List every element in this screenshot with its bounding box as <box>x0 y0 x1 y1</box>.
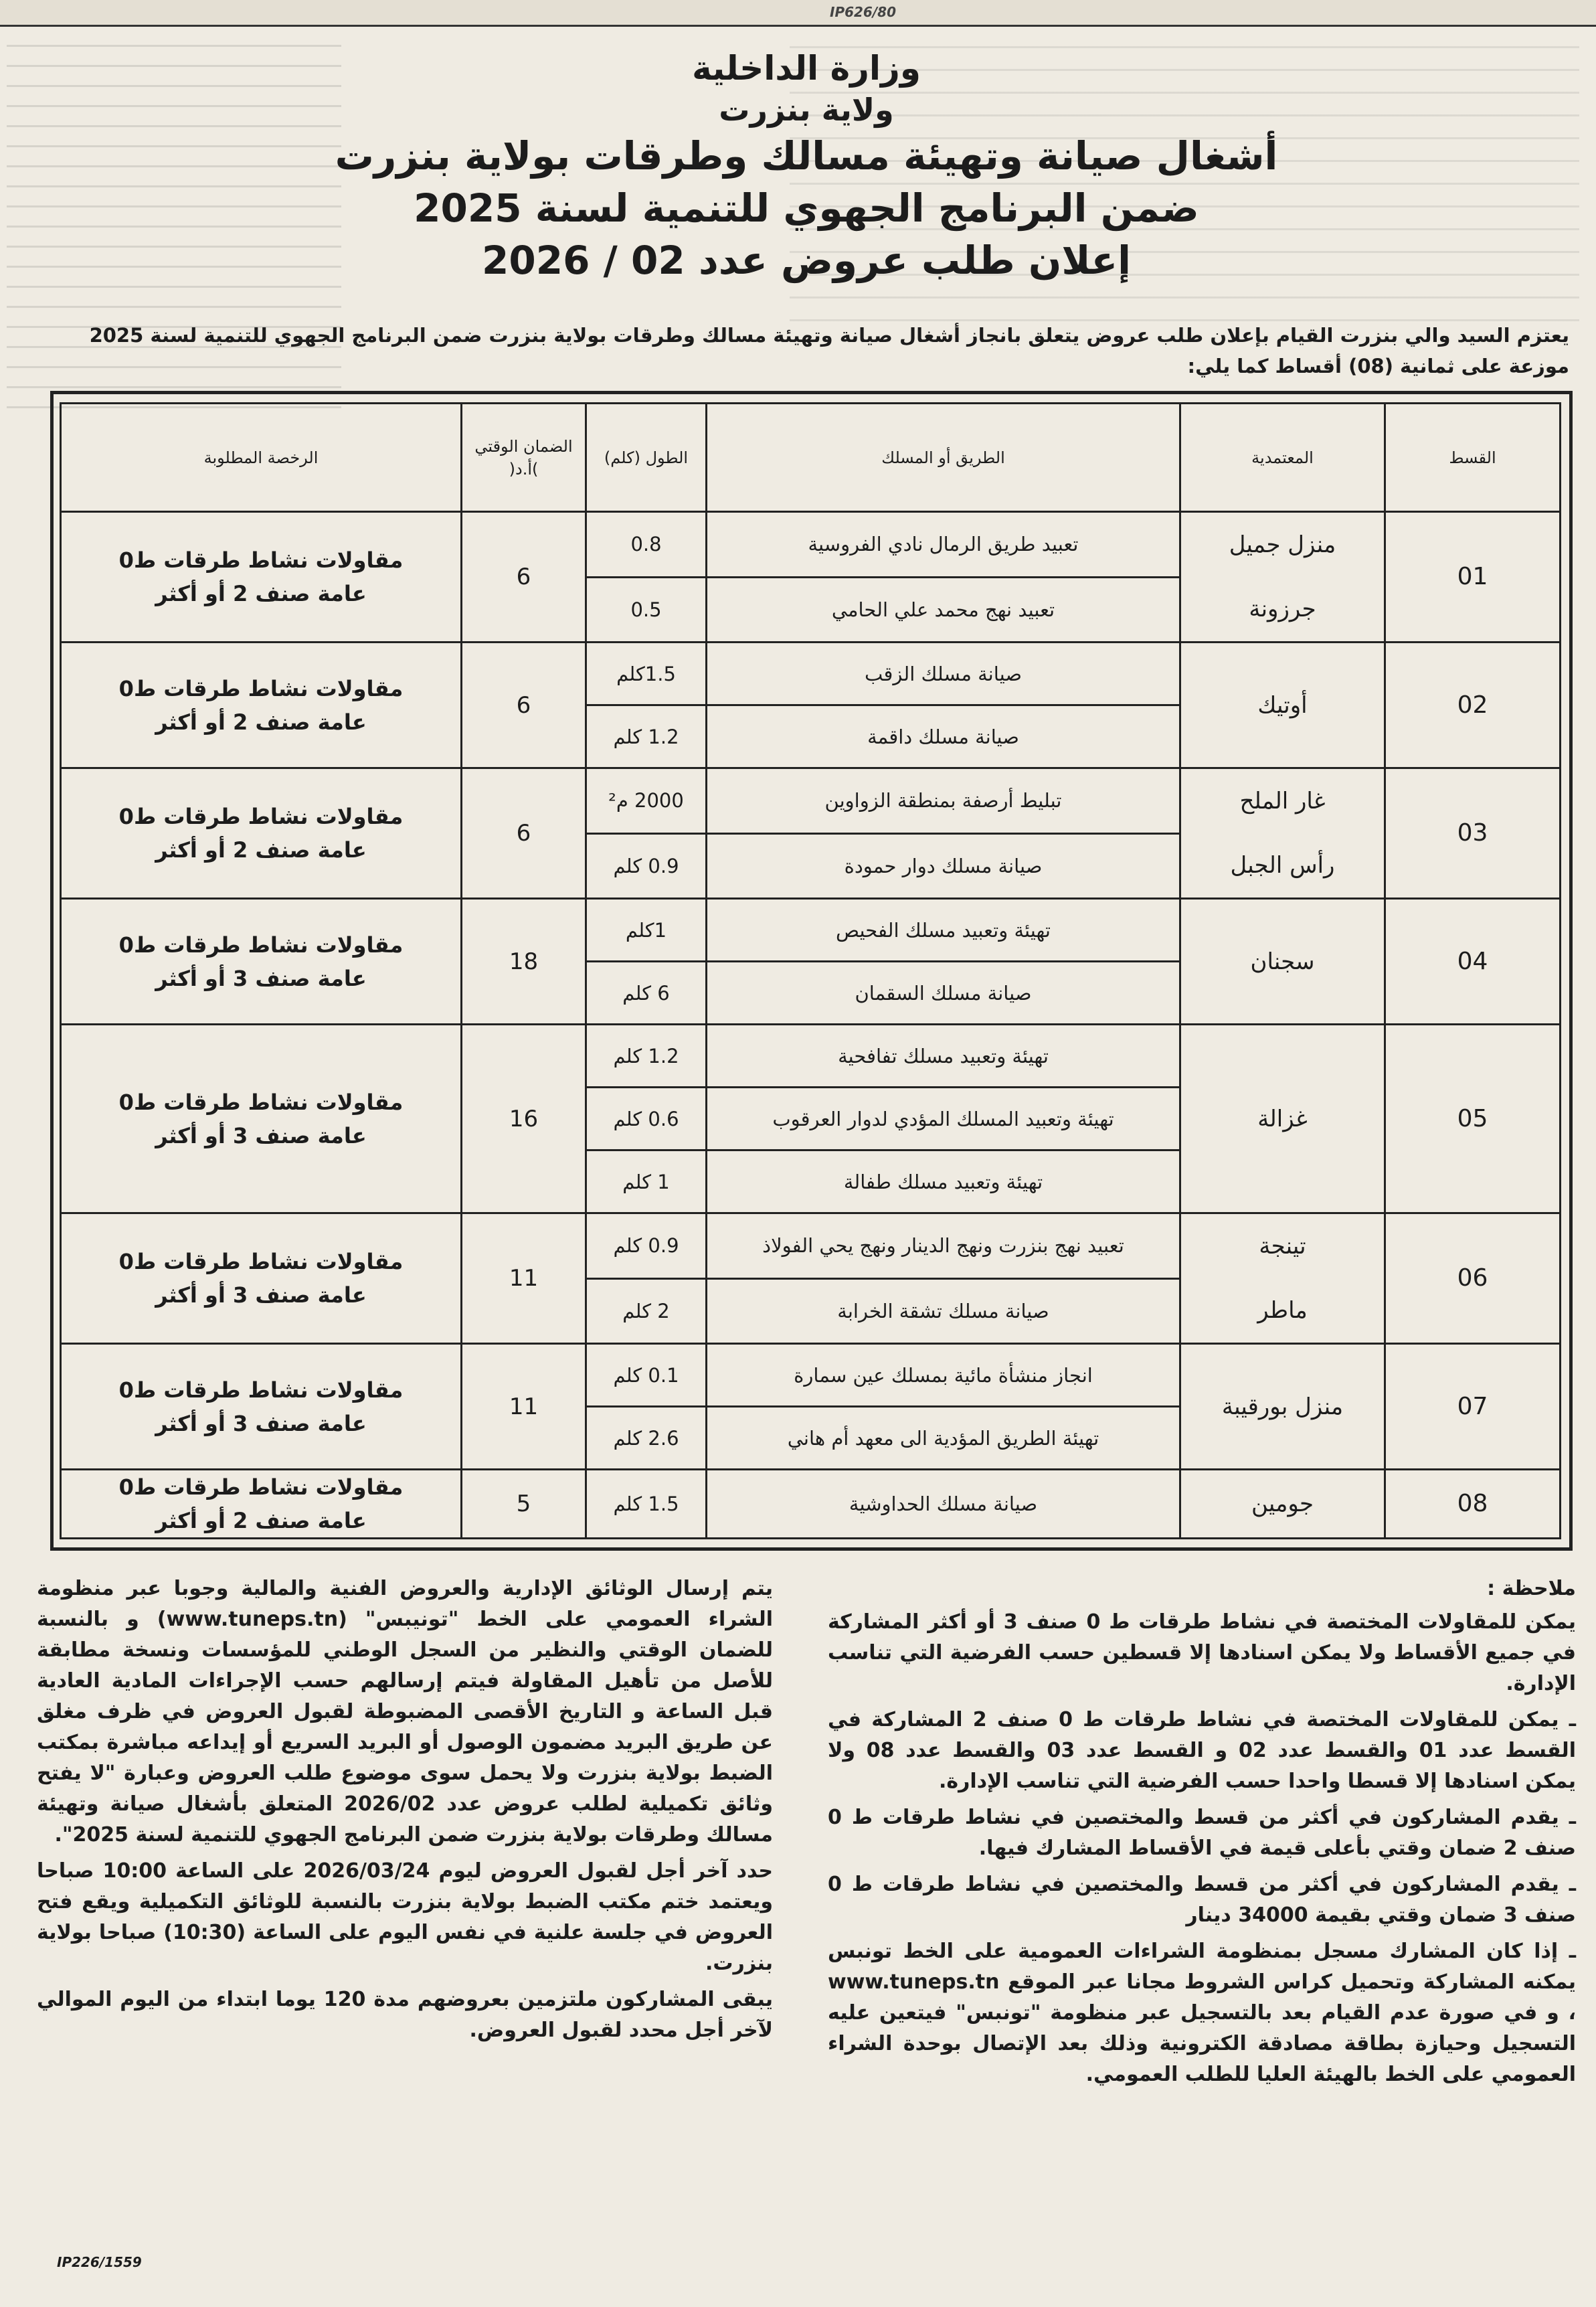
lot-license <box>61 768 462 899</box>
license-line: عامة صنف 3 أو أكثر <box>155 1122 367 1148</box>
road-length: 0.9 كلم <box>586 833 707 899</box>
road-name: صيانة مسلك داقمة <box>707 705 1180 768</box>
municipality-name: أوتيك <box>1257 691 1308 719</box>
road-length: 0.1 كلم <box>586 1344 707 1407</box>
lot-municipality <box>1180 1025 1385 1213</box>
governorate-name: ولاية بنزرت <box>719 92 894 128</box>
road-length: 0.6 كلم <box>586 1088 707 1150</box>
table-header-row <box>61 404 1561 512</box>
license-line: عامة صنف 2 أو أكثر <box>155 837 367 863</box>
license-line: مقاولات نشاط طرقات ط0 <box>118 1249 404 1274</box>
road-name: تهيئة الطريق المؤدية الى معهد أم هاني <box>707 1407 1180 1470</box>
lot-number: 08 <box>1385 1470 1561 1539</box>
table-row <box>61 899 1561 962</box>
note-paragraph: ـ يقدم المشاركون في أكثر من قسط والمختصين في نشاط طرقات ط 0 صنف 2 ضمان وقتي بأعلى قيمة في الأقساط المشارك فيها. <box>828 1806 1576 1860</box>
lot-license <box>61 1213 462 1344</box>
notice-program: ضمن البرنامج الجهوي للتنمية لسنة 2025 <box>414 185 1199 231</box>
road-name: تعبيد نهج محمد علي الحامي <box>707 577 1180 643</box>
license-line: مقاولات نشاط طرقات ط0 <box>118 804 404 829</box>
table-row <box>61 768 1561 834</box>
lot-number: 02 <box>1385 643 1561 768</box>
municipality-name: جرزونة <box>1249 596 1316 622</box>
header-lot: القسط <box>1385 404 1561 512</box>
intro-paragraph: يعتزم السيد والي بنزرت القيام بإعلان طلب عروض يتعلق بانجاز أشغال صيانة وتهيئة مسالك وطرقات بولاية بنزرت ضمن البرنامج الجهوي للتنمية لسنة 2025 موزعة على ثمانية (08) أقساط كما يلي: <box>89 324 1569 377</box>
municipality-name: جومين <box>1251 1490 1314 1517</box>
road-name: تعبيد نهج بنزرت ونهج الدينار ونهج يحي الفولاذ <box>707 1213 1180 1279</box>
license-line: مقاولات نشاط طرقات ط0 <box>118 1474 404 1500</box>
road-length: 6 كلم <box>586 962 707 1025</box>
lot-guarantee: 18 <box>462 899 586 1025</box>
lot-number: 06 <box>1385 1213 1561 1344</box>
ministry-name: وزارة الداخلية <box>692 49 921 88</box>
note-paragraph: يمكن للمقاولات المختصة في نشاط طرقات ط 0 صنف 3 أو أكثر المشاركة في جميع الأقساط ولا يمكن اسنادها إلا قسطين حسب الفرضية التي تناسب الإدارة. <box>828 1610 1576 1695</box>
municipality-name: رأس الجبل <box>1230 852 1335 879</box>
lot-license <box>61 512 462 643</box>
note-paragraph: ـ إذا كان المشارك مسجل بمنظومة الشراءات العمومية على الخط تونبس يمكنه المشاركة وتحميل كراس الشروط مجانا عبر الموقع www.tuneps.tn ، و في صورة عدم القيام بعد بالتسجيل عبر منظومة "تونبس" فيتعين عليه التسجيل وحيازة بطاقة مصادقة الكترونية وذلك بعد الإتصال بوحدة الشراء العمومي على الخط بالهيئة العليا للطلب العمومي. <box>828 1940 1576 2086</box>
license-line: عامة صنف 3 أو أكثر <box>155 1282 367 1308</box>
license-line: عامة صنف 2 أو أكثر <box>155 581 367 606</box>
lot-guarantee: 5 <box>462 1470 586 1539</box>
road-name: تبليط أرصفة بمنطقة الزواوين <box>707 768 1180 834</box>
notes-title: ملاحظة : <box>1487 1577 1576 1600</box>
lot-guarantee: 6 <box>462 512 586 643</box>
lot-municipality <box>1180 512 1385 643</box>
municipality-name: سجنان <box>1250 948 1315 975</box>
header-length: الطول (كلم) <box>586 404 707 512</box>
lots-table <box>60 402 1561 1539</box>
tender-notice <box>37 33 1576 2296</box>
lot-guarantee: 11 <box>462 1213 586 1344</box>
lot-guarantee: 16 <box>462 1025 586 1213</box>
lot-municipality <box>1180 1213 1385 1344</box>
lot-number: 07 <box>1385 1344 1561 1470</box>
road-name: تهيئة وتعبيد مسلك الفحيص <box>707 899 1180 962</box>
lot-license <box>61 1025 462 1213</box>
lot-municipality <box>1180 643 1385 768</box>
lot-guarantee: 6 <box>462 643 586 768</box>
notice-number: إعلان طلب عروض عدد 02 / 2026 <box>482 238 1131 283</box>
license-line: عامة صنف 3 أو أكثر <box>155 965 367 991</box>
road-name: صيانة مسلك الحداوشية <box>707 1470 1180 1539</box>
deadline-paragraph: حدد آخر أجل لقبول العروض ليوم 2026/03/24 على الساعة 10:00 صباحا ويعتمد ختم مكتب الضبط بولاية بنزرت بالنسبة للوثائق التكميلية ويقع فتح العروض في جلسة علنية في نفس اليوم على الساعة (10:30) صباحا بولاية بنزرت. <box>37 1859 773 1975</box>
lot-municipality <box>1180 1344 1385 1470</box>
submission-paragraph: يتم إرسال الوثائق الإدارية والعروض الفنية والمالية وجوبا عبر منظومة الشراء العمومي على الخط "تونيبس" (www.tuneps.tn) و بالنسبة للضمان الوقتي والنظير من السجل الوطني للمؤسسات ونسخة مطابقة للأصل من تأهيل المقاولة فيتم إرسالهم حسب الإجراءات المادية العادية قبل الساعة و التاريخ الأقصى المضبوطة لقبول العروض في ظرف مغلق عن طريق البريد مضمون الوصول أو البريد السريع أو إيداعه مباشرة بمكتب الضبط بولاية بنزرت ولا يحمل سوى موضوع طلب العروض وعبارة "لا يفتح وثائق تكميلية لطلب عروض عدد 2026/02 المتعلق بأشغال صيانة وتهيئة مسالك وطرقات بولاية بنزرت ضمن البرنامج الجهوي للتنمية لسنة 2025". <box>37 1577 774 1847</box>
license-line: عامة صنف 2 أو أكثر <box>155 709 367 735</box>
road-name: صيانة مسلك السقمان <box>707 962 1180 1025</box>
table-row <box>61 512 1561 578</box>
header-tag: IP626/80 <box>830 4 896 20</box>
header-road: الطريق أو المسلك <box>707 404 1180 512</box>
lots-table-body <box>61 512 1561 1539</box>
road-length: 1.5كلم <box>586 643 707 705</box>
license-line: مقاولات نشاط طرقات ط0 <box>118 1089 404 1115</box>
municipality-name: تينجة <box>1259 1233 1306 1260</box>
table-row <box>61 1213 1561 1279</box>
road-length: 0.8 <box>586 512 707 578</box>
lot-number: 04 <box>1385 899 1561 1025</box>
lot-license <box>61 899 462 1025</box>
road-length: 2.6 كلم <box>586 1407 707 1470</box>
road-name: تعبيد طريق الرمال نادي الفروسية <box>707 512 1180 578</box>
municipality-name: منزل بورقيبة <box>1221 1393 1344 1420</box>
header-license: الرخصة المطلوبة <box>61 404 462 512</box>
municipality-name: غار الملح <box>1239 788 1326 815</box>
notice-heading <box>37 47 1576 286</box>
license-line: مقاولات نشاط طرقات ط0 <box>118 932 404 958</box>
municipality-name: منزل جميل <box>1229 531 1336 558</box>
lots-table-frame <box>50 391 1573 1551</box>
municipality-name: ماطر <box>1257 1297 1308 1324</box>
lot-number: 05 <box>1385 1025 1561 1213</box>
road-name: تهيئة وتعبيد المسلك المؤدي لدوار العرقوب <box>707 1088 1180 1150</box>
note-paragraph: ـ يمكن للمقاولات المختصة في نشاط طرقات ط 0 صنف 2 المشاركة في القسط عدد 01 والقسط عدد 02 و القسط عدد 03 والقسط عدد 08 ولا يمكن اسنادها إلا قسطا واحدا حسب الفرضية التي تناسب الإدارة. <box>828 1708 1576 1793</box>
notes-column-right <box>828 1573 1576 2096</box>
lot-license <box>61 1344 462 1470</box>
notes-column-left <box>37 1573 773 2096</box>
notes-section <box>37 1573 1576 2096</box>
road-name: تهيئة وتعبيد مسلك طفالة <box>707 1150 1180 1213</box>
license-line: عامة صنف 2 أو أكثر <box>155 1508 367 1533</box>
road-length: 0.5 <box>586 577 707 643</box>
table-row <box>61 643 1561 705</box>
road-name: صيانة مسلك دوار حمودة <box>707 833 1180 899</box>
lot-number: 03 <box>1385 768 1561 899</box>
lot-license <box>61 1470 462 1539</box>
municipality-name: غزالة <box>1257 1105 1308 1132</box>
table-row <box>61 1344 1561 1407</box>
notice-title: أشغال صيانة وتهيئة مسالك وطرقات بولاية بنزرت <box>335 133 1278 179</box>
license-line: مقاولات نشاط طرقات ط0 <box>118 1377 404 1403</box>
newspaper-top-strip <box>0 0 1596 27</box>
lot-guarantee: 11 <box>462 1344 586 1470</box>
validity-paragraph: يبقى المشاركون ملتزمين بعروضهم مدة 120 يوما ابتداء من اليوم الموالي لآخر أجل محدد لقبول العروض. <box>37 1988 774 2042</box>
road-length: 1كلم <box>586 899 707 962</box>
road-length: 1.5 كلم <box>586 1470 707 1539</box>
lot-guarantee: 6 <box>462 768 586 899</box>
road-name: انجاز منشأة مائية بمسلك عين سمارة <box>707 1344 1180 1407</box>
road-length: 2 كلم <box>586 1278 707 1344</box>
road-name: تهيئة وتعبيد مسلك تفافحية <box>707 1025 1180 1088</box>
lot-number: 01 <box>1385 512 1561 643</box>
license-line: مقاولات نشاط طرقات ط0 <box>118 547 404 573</box>
header-municipality: المعتمدية <box>1180 404 1385 512</box>
lot-municipality <box>1180 899 1385 1025</box>
road-length: 0.9 كلم <box>586 1213 707 1279</box>
table-row <box>61 1025 1561 1088</box>
road-name: صيانة مسلك الزقب <box>707 643 1180 705</box>
note-paragraph: ـ يقدم المشاركون في أكثر من قسط والمختصين في نشاط طرقات ط 0 صنف 3 ضمان وقتي بقيمة 34000 دينار <box>828 1873 1576 1927</box>
lot-license <box>61 643 462 768</box>
license-line: عامة صنف 3 أو أكثر <box>155 1410 367 1436</box>
lot-municipality <box>1180 768 1385 899</box>
road-length: 1 كلم <box>586 1150 707 1213</box>
road-name: صيانة مسلك تشقة الخرابة <box>707 1278 1180 1344</box>
footer-reference: IP226/1559 <box>57 2254 142 2270</box>
table-row <box>61 1470 1561 1539</box>
road-length: 1.2 كلم <box>586 705 707 768</box>
license-line: مقاولات نشاط طرقات ط0 <box>118 675 404 701</box>
road-length: 1.2 كلم <box>586 1025 707 1088</box>
road-length: 2000 م² <box>586 768 707 834</box>
header-guarantee: الضمان الوقتي )أ.د( <box>462 404 586 512</box>
lot-municipality <box>1180 1470 1385 1539</box>
